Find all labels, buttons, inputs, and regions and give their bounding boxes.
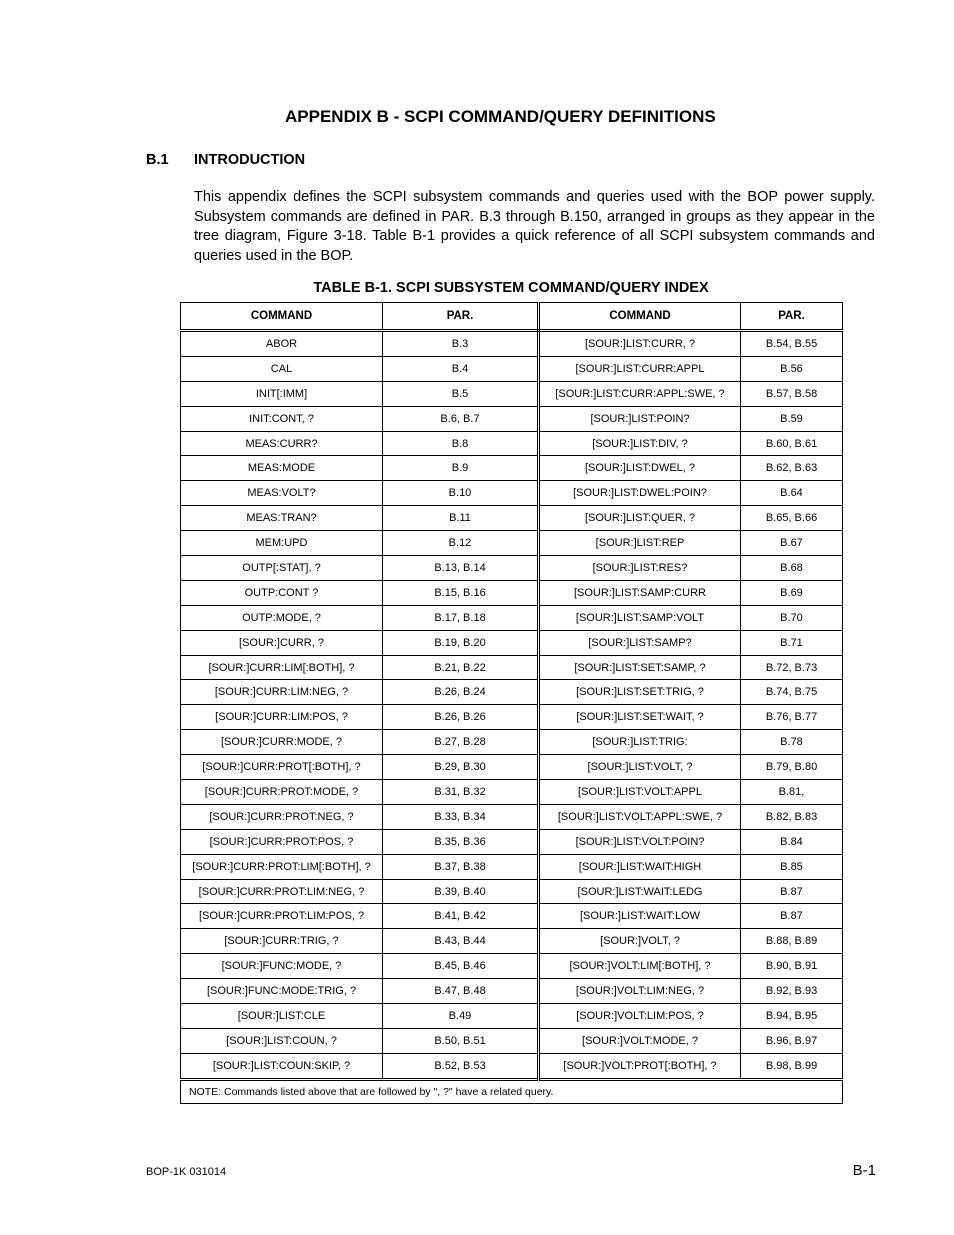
par-cell: B.26, B.26 bbox=[383, 705, 539, 730]
par-cell: B.52, B.53 bbox=[383, 1053, 539, 1079]
command-cell: [SOUR:]LIST:SET:WAIT, ? bbox=[539, 705, 741, 730]
command-cell: CAL bbox=[181, 356, 383, 381]
par-cell: B.27, B.28 bbox=[383, 730, 539, 755]
table-body bbox=[181, 331, 843, 1080]
command-cell: [SOUR:]VOLT:PROT[:BOTH], ? bbox=[539, 1053, 741, 1079]
appendix-title: APPENDIX B - SCPI COMMAND/QUERY DEFINITIONS bbox=[285, 107, 716, 126]
command-cell: [SOUR:]CURR:PROT:POS, ? bbox=[181, 829, 383, 854]
par-cell: B.79, B.80 bbox=[741, 755, 843, 780]
par-cell: B.69 bbox=[741, 580, 843, 605]
par-cell: B.87 bbox=[741, 879, 843, 904]
par-cell: B.50, B.51 bbox=[383, 1028, 539, 1053]
command-cell: [SOUR:]LIST:VOLT:POIN? bbox=[539, 829, 741, 854]
par-cell: B.12 bbox=[383, 531, 539, 556]
table-note: NOTE: Commands listed above that are followed by ", ?" have a related query. bbox=[181, 1079, 843, 1103]
section-number: B.1 bbox=[146, 152, 169, 168]
command-cell: [SOUR:]LIST:CLE bbox=[181, 1004, 383, 1029]
table-row bbox=[181, 456, 843, 481]
command-cell: MEAS:TRAN? bbox=[181, 506, 383, 531]
par-cell: B.3 bbox=[383, 331, 539, 357]
command-cell: [SOUR:]CURR:LIM:POS, ? bbox=[181, 705, 383, 730]
par-cell: B.54, B.55 bbox=[741, 331, 843, 357]
par-cell: B.43, B.44 bbox=[383, 929, 539, 954]
table-row bbox=[181, 406, 843, 431]
command-cell: OUTP[:STAT], ? bbox=[181, 556, 383, 581]
command-cell: MEAS:VOLT? bbox=[181, 481, 383, 506]
table-row bbox=[181, 356, 843, 381]
par-cell: B.84 bbox=[741, 829, 843, 854]
par-cell: B.15, B.16 bbox=[383, 580, 539, 605]
table-row bbox=[181, 979, 843, 1004]
section-heading bbox=[146, 152, 305, 168]
command-cell: [SOUR:]LIST:WAIT:LEDG bbox=[539, 879, 741, 904]
par-cell: B.98, B.99 bbox=[741, 1053, 843, 1079]
intro-paragraph: This appendix defines the SCPI subsystem commands and queries used with the BOP power supply. Subsystem commands are defined in PAR. B.3 through B.150, arranged in groups as they appear in the tree diagram, Figure 3-18. Table B-1 provides a quick reference of all SCPI subsystem commands and queries used in the BOP. bbox=[194, 189, 875, 264]
command-cell: [SOUR:]LIST:SAMP? bbox=[539, 630, 741, 655]
par-cell: B.4 bbox=[383, 356, 539, 381]
table-row bbox=[181, 531, 843, 556]
column-header-command: COMMAND bbox=[181, 303, 383, 331]
par-cell: B.17, B.18 bbox=[383, 605, 539, 630]
table-caption: TABLE B-1. SCPI SUBSYSTEM COMMAND/QUERY INDEX bbox=[313, 280, 709, 296]
par-cell: B.65, B.66 bbox=[741, 506, 843, 531]
table-row bbox=[181, 605, 843, 630]
command-cell: [SOUR:]LIST:REP bbox=[539, 531, 741, 556]
par-cell: B.45, B.46 bbox=[383, 954, 539, 979]
table-row bbox=[181, 705, 843, 730]
table-row bbox=[181, 506, 843, 531]
par-cell: B.90, B.91 bbox=[741, 954, 843, 979]
table-row bbox=[181, 829, 843, 854]
command-cell: [SOUR:]CURR:PROT[:BOTH], ? bbox=[181, 755, 383, 780]
command-cell: [SOUR:]LIST:CURR:APPL:SWE, ? bbox=[539, 381, 741, 406]
table-row bbox=[181, 804, 843, 829]
par-cell: B.74, B.75 bbox=[741, 680, 843, 705]
command-cell: [SOUR:]VOLT:LIM:POS, ? bbox=[539, 1004, 741, 1029]
command-cell: [SOUR:]FUNC:MODE, ? bbox=[181, 954, 383, 979]
column-header-command: COMMAND bbox=[539, 303, 741, 331]
par-cell: B.78 bbox=[741, 730, 843, 755]
command-cell: MEM:UPD bbox=[181, 531, 383, 556]
table-row bbox=[181, 954, 843, 979]
par-cell: B.31, B.32 bbox=[383, 780, 539, 805]
table-row bbox=[181, 1053, 843, 1079]
par-cell: B.47, B.48 bbox=[383, 979, 539, 1004]
par-cell: B.64 bbox=[741, 481, 843, 506]
command-cell: OUTP:MODE, ? bbox=[181, 605, 383, 630]
command-cell: [SOUR:]LIST:DWEL, ? bbox=[539, 456, 741, 481]
page-number: B-1 bbox=[852, 1162, 876, 1179]
table-note-row bbox=[181, 1079, 843, 1103]
column-header-par: PAR. bbox=[741, 303, 843, 331]
par-cell: B.13, B.14 bbox=[383, 556, 539, 581]
command-cell: [SOUR:]LIST:SAMP:VOLT bbox=[539, 605, 741, 630]
par-cell: B.87 bbox=[741, 904, 843, 929]
table-row bbox=[181, 331, 843, 357]
par-cell: B.81, bbox=[741, 780, 843, 805]
column-header-par: PAR. bbox=[383, 303, 539, 331]
table-row bbox=[181, 580, 843, 605]
command-cell: [SOUR:]CURR, ? bbox=[181, 630, 383, 655]
command-index-table bbox=[180, 302, 843, 1104]
par-cell: B.11 bbox=[383, 506, 539, 531]
table-row bbox=[181, 381, 843, 406]
section-title: INTRODUCTION bbox=[194, 152, 306, 168]
table-row bbox=[181, 655, 843, 680]
command-cell: [SOUR:]LIST:TRIG: bbox=[539, 730, 741, 755]
command-cell: [SOUR:]VOLT, ? bbox=[539, 929, 741, 954]
par-cell: B.57, B.58 bbox=[741, 381, 843, 406]
table-row bbox=[181, 1028, 843, 1053]
command-cell: [SOUR:]CURR:MODE, ? bbox=[181, 730, 383, 755]
par-cell: B.26, B.24 bbox=[383, 680, 539, 705]
par-cell: B.68 bbox=[741, 556, 843, 581]
table-row bbox=[181, 854, 843, 879]
footer-document-id: BOP-1K 031014 bbox=[146, 1166, 227, 1178]
table-row bbox=[181, 904, 843, 929]
par-cell: B.29, B.30 bbox=[383, 755, 539, 780]
command-cell: [SOUR:]LIST:SAMP:CURR bbox=[539, 580, 741, 605]
command-cell: [SOUR:]CURR:LIM:NEG, ? bbox=[181, 680, 383, 705]
command-cell: OUTP:CONT ? bbox=[181, 580, 383, 605]
table-header-row bbox=[181, 303, 843, 331]
par-cell: B.96, B.97 bbox=[741, 1028, 843, 1053]
par-cell: B.9 bbox=[383, 456, 539, 481]
table-row bbox=[181, 879, 843, 904]
command-cell: [SOUR:]CURR:TRIG, ? bbox=[181, 929, 383, 954]
par-cell: B.6, B.7 bbox=[383, 406, 539, 431]
command-cell: [SOUR:]LIST:DIV, ? bbox=[539, 431, 741, 456]
command-cell: MEAS:MODE bbox=[181, 456, 383, 481]
command-cell: [SOUR:]CURR:PROT:LIM[:BOTH], ? bbox=[181, 854, 383, 879]
command-cell: [SOUR:]VOLT:MODE, ? bbox=[539, 1028, 741, 1053]
command-cell: ABOR bbox=[181, 331, 383, 357]
command-cell: [SOUR:]VOLT:LIM[:BOTH], ? bbox=[539, 954, 741, 979]
table-row bbox=[181, 1004, 843, 1029]
command-cell: [SOUR:]LIST:COUN:SKIP, ? bbox=[181, 1053, 383, 1079]
command-cell: [SOUR:]CURR:PROT:MODE, ? bbox=[181, 780, 383, 805]
command-cell: INIT:CONT, ? bbox=[181, 406, 383, 431]
par-cell: B.10 bbox=[383, 481, 539, 506]
par-cell: B.39, B.40 bbox=[383, 879, 539, 904]
par-cell: B.62, B.63 bbox=[741, 456, 843, 481]
command-cell: [SOUR:]LIST:CURR, ? bbox=[539, 331, 741, 357]
command-cell: [SOUR:]LIST:WAIT:LOW bbox=[539, 904, 741, 929]
command-cell: [SOUR:]LIST:VOLT:APPL:SWE, ? bbox=[539, 804, 741, 829]
command-cell: [SOUR:]CURR:PROT:NEG, ? bbox=[181, 804, 383, 829]
par-cell: B.82, B.83 bbox=[741, 804, 843, 829]
command-cell: [SOUR:]LIST:WAIT:HIGH bbox=[539, 854, 741, 879]
command-cell: [SOUR:]LIST:VOLT, ? bbox=[539, 755, 741, 780]
table-row bbox=[181, 431, 843, 456]
par-cell: B.19, B.20 bbox=[383, 630, 539, 655]
command-cell: [SOUR:]LIST:VOLT:APPL bbox=[539, 780, 741, 805]
par-cell: B.85 bbox=[741, 854, 843, 879]
command-cell: [SOUR:]CURR:PROT:LIM:NEG, ? bbox=[181, 879, 383, 904]
table-row bbox=[181, 755, 843, 780]
table-row bbox=[181, 730, 843, 755]
table-row bbox=[181, 481, 843, 506]
command-cell: [SOUR:]CURR:LIM[:BOTH], ? bbox=[181, 655, 383, 680]
par-cell: B.35, B.36 bbox=[383, 829, 539, 854]
par-cell: B.92, B.93 bbox=[741, 979, 843, 1004]
par-cell: B.72, B.73 bbox=[741, 655, 843, 680]
command-cell: [SOUR:]LIST:DWEL:POIN? bbox=[539, 481, 741, 506]
par-cell: B.67 bbox=[741, 531, 843, 556]
command-cell: [SOUR:]LIST:CURR:APPL bbox=[539, 356, 741, 381]
command-cell: [SOUR:]CURR:PROT:LIM:POS, ? bbox=[181, 904, 383, 929]
command-cell: MEAS:CURR? bbox=[181, 431, 383, 456]
par-cell: B.76, B.77 bbox=[741, 705, 843, 730]
command-cell: [SOUR:]LIST:COUN, ? bbox=[181, 1028, 383, 1053]
command-cell: [SOUR:]FUNC:MODE:TRIG, ? bbox=[181, 979, 383, 1004]
table-row bbox=[181, 780, 843, 805]
command-cell: [SOUR:]LIST:POIN? bbox=[539, 406, 741, 431]
par-cell: B.56 bbox=[741, 356, 843, 381]
par-cell: B.60, B.61 bbox=[741, 431, 843, 456]
par-cell: B.41, B.42 bbox=[383, 904, 539, 929]
table-row bbox=[181, 680, 843, 705]
par-cell: B.59 bbox=[741, 406, 843, 431]
par-cell: B.33, B.34 bbox=[383, 804, 539, 829]
table-row bbox=[181, 556, 843, 581]
table-row bbox=[181, 929, 843, 954]
par-cell: B.88, B.89 bbox=[741, 929, 843, 954]
table-row bbox=[181, 630, 843, 655]
par-cell: B.37, B.38 bbox=[383, 854, 539, 879]
command-cell: [SOUR:]LIST:SET:SAMP, ? bbox=[539, 655, 741, 680]
par-cell: B.5 bbox=[383, 381, 539, 406]
par-cell: B.49 bbox=[383, 1004, 539, 1029]
par-cell: B.94, B.95 bbox=[741, 1004, 843, 1029]
command-cell: [SOUR:]LIST:QUER, ? bbox=[539, 506, 741, 531]
par-cell: B.21, B.22 bbox=[383, 655, 539, 680]
par-cell: B.70 bbox=[741, 605, 843, 630]
par-cell: B.71 bbox=[741, 630, 843, 655]
par-cell: B.8 bbox=[383, 431, 539, 456]
command-cell: [SOUR:]LIST:RES? bbox=[539, 556, 741, 581]
command-cell: [SOUR:]VOLT:LIM:NEG, ? bbox=[539, 979, 741, 1004]
command-cell: [SOUR:]LIST:SET:TRIG, ? bbox=[539, 680, 741, 705]
command-cell: INIT[:IMM] bbox=[181, 381, 383, 406]
